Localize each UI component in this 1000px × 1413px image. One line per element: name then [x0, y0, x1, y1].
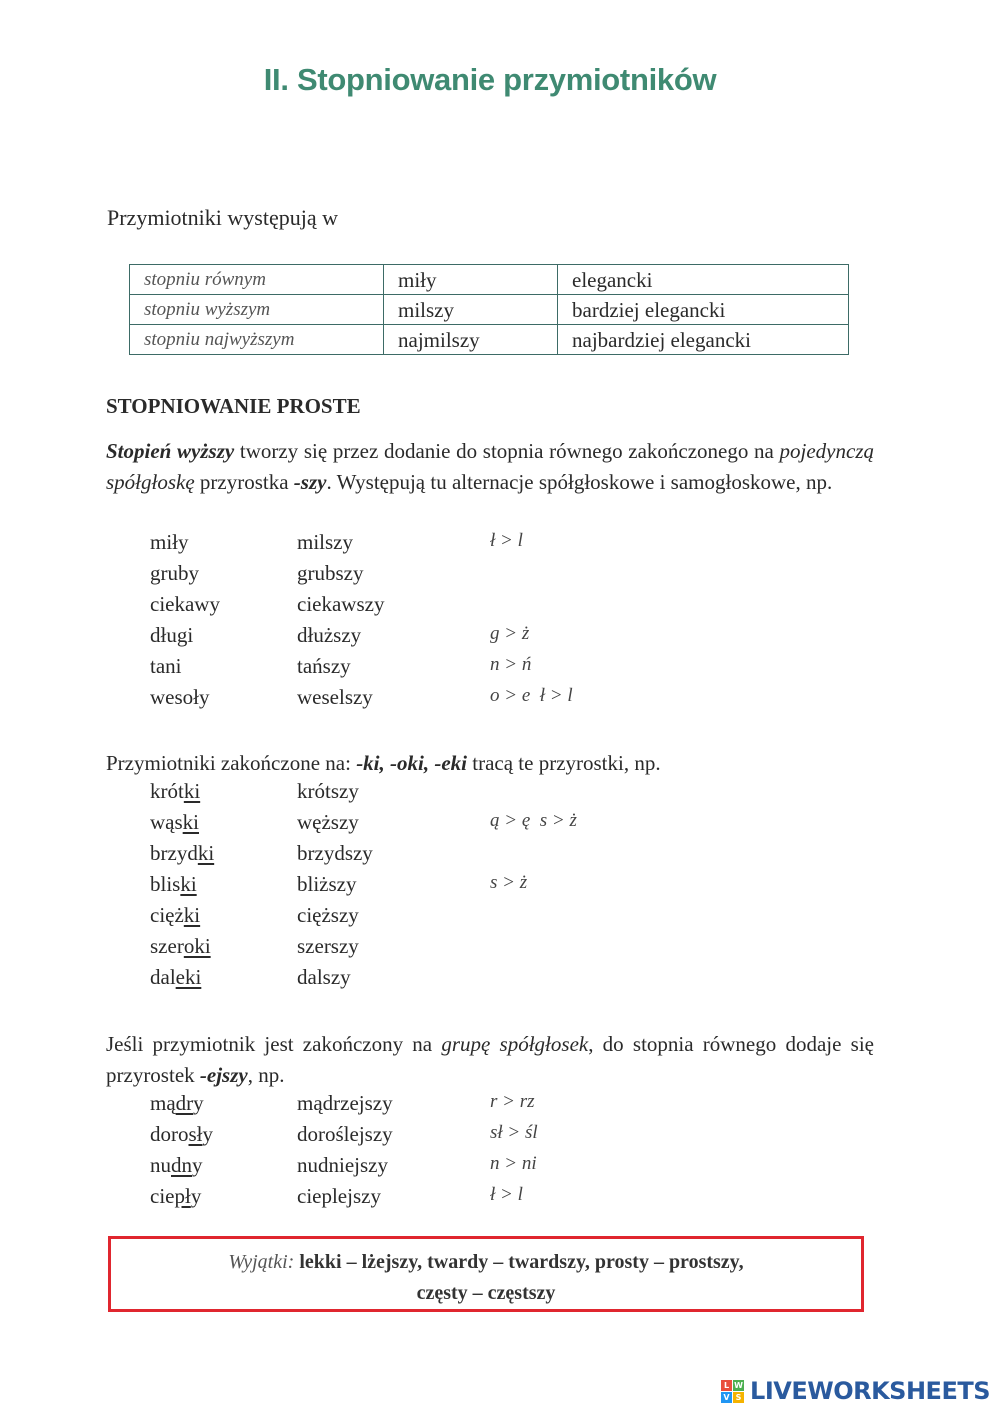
comparative-form: cięższy	[297, 903, 359, 927]
base-form: gruby	[150, 561, 199, 585]
paragraph-text: Jeśli przymiotnik jest zakończony na	[106, 1032, 442, 1056]
simple-cell: miły	[384, 265, 558, 295]
base-form: mądry	[150, 1091, 204, 1115]
alternation: sł > śl	[490, 1122, 538, 1143]
underlined-suffix: ki	[183, 779, 201, 803]
paragraph-text: tracą te przyrostki, np.	[467, 751, 661, 775]
term-consonant-group: grupę spółgłosek	[441, 1032, 589, 1056]
brand-name: LIVEWORKSHEETS	[750, 1377, 990, 1405]
degree-cell: stopniu wyższym	[130, 295, 384, 325]
table-row	[130, 295, 849, 325]
base-form: krótki	[150, 779, 201, 803]
underlined-suffix: oki	[183, 934, 211, 958]
logo-tile: W	[734, 1380, 743, 1390]
example-row	[0, 1184, 1000, 1215]
base-form: bliski	[150, 872, 197, 896]
base-form: miły	[150, 530, 189, 554]
alternation: ą > ę s > ż	[490, 810, 577, 831]
example-row	[0, 872, 1000, 903]
alternation: o > e ł > l	[490, 685, 573, 706]
base-form: nudny	[150, 1153, 203, 1177]
term-higher-degree: Stopień wyższy	[106, 439, 235, 463]
comparative-form: szerszy	[297, 934, 359, 958]
comparative-form: nudniejszy	[297, 1153, 388, 1177]
paragraph-text: Przymiotniki zakończone na:	[106, 751, 357, 775]
alternation: ł > l	[490, 1184, 523, 1205]
example-row	[0, 779, 1000, 810]
base-form: ciężki	[150, 903, 201, 927]
term-single-consonant: pojedynczą spółgłoskę	[106, 439, 875, 494]
exceptions-text: lekki – lżejszy, twardy – twardszy, prosty – prostszy,	[299, 1251, 744, 1273]
degrees-table	[129, 264, 849, 355]
comparative-form: doroślejszy	[297, 1122, 393, 1146]
example-row	[0, 623, 1000, 654]
example-row	[0, 561, 1000, 592]
underlined-suffix: eki	[175, 965, 202, 989]
degree-cell: stopniu najwyższym	[130, 325, 384, 355]
base-form: daleki	[150, 965, 202, 989]
logo-tile: L	[721, 1380, 732, 1391]
comparative-form: cieplejszy	[297, 1184, 381, 1208]
example-row	[0, 841, 1000, 872]
example-row	[0, 1122, 1000, 1153]
intro-text: Przymiotniki występują w	[107, 205, 338, 230]
complex-cell: elegancki	[558, 265, 849, 295]
alternation: ł > l	[490, 530, 523, 551]
table-row	[130, 325, 849, 355]
comparative-form: milszy	[297, 530, 353, 554]
paragraph-consonant-group	[106, 1029, 874, 1091]
exceptions-line-2: częsty – częstszy	[416, 1282, 556, 1304]
base-form: ciepły	[150, 1184, 202, 1208]
underlined-suffix: ki	[183, 903, 201, 927]
base-form: wąski	[150, 810, 200, 834]
alternation: s > ż	[490, 872, 528, 893]
underlined-suffix: ki	[197, 841, 215, 865]
alternation: g > ż	[490, 623, 530, 644]
comparative-form: dalszy	[297, 965, 351, 989]
alternation: n > ni	[490, 1153, 537, 1174]
logo-tile: V	[721, 1392, 732, 1403]
paragraph-ki-oki-eki	[106, 748, 874, 779]
simple-cell: najmilszy	[384, 325, 558, 355]
paragraph-text: przyrostka	[194, 470, 294, 494]
base-form: szeroki	[150, 934, 211, 958]
comparative-form: bliższy	[297, 872, 357, 896]
example-row	[0, 934, 1000, 965]
underlined-suffix: ki	[180, 872, 197, 896]
alternation: n > ń	[490, 654, 532, 675]
example-row	[0, 592, 1000, 623]
underlined-suffix: pł	[174, 1184, 191, 1208]
simple-cell: milszy	[384, 295, 558, 325]
base-form: dorosły	[150, 1122, 214, 1146]
paragraph-text: , np.	[247, 1063, 285, 1087]
underlined-suffix: ki	[182, 810, 200, 834]
example-row	[0, 903, 1000, 934]
base-form: tani	[150, 654, 182, 678]
comparative-form: tańszy	[297, 654, 351, 678]
base-form: ciekawy	[150, 592, 220, 616]
base-form: brzydki	[150, 841, 215, 865]
comparative-form: ciekawszy	[297, 592, 385, 616]
logo-tile: S	[733, 1392, 744, 1403]
paragraph-higher-degree	[106, 436, 874, 498]
example-row	[0, 1153, 1000, 1184]
underlined-suffix: sł	[188, 1122, 203, 1146]
suffix-szy: -szy	[293, 470, 327, 494]
comparative-form: krótszy	[297, 779, 359, 803]
example-row	[0, 965, 1000, 996]
comparative-form: brzydszy	[297, 841, 373, 865]
example-row	[0, 685, 1000, 716]
paragraph-text: , do stopnia równego dodaje się przyrostek	[106, 1032, 874, 1087]
example-row	[0, 530, 1000, 561]
suffix-list: -ki, -oki, -eki	[356, 751, 467, 775]
degree-cell: stopniu równym	[130, 265, 384, 295]
example-row	[0, 1091, 1000, 1122]
paragraph-text: tworzy się przez dodanie do stopnia równego zakończonego na	[234, 439, 780, 463]
liveworksheets-logo-icon	[721, 1380, 744, 1403]
liveworksheets-brand[interactable]	[721, 1377, 990, 1405]
comparative-form: mądrzejszy	[297, 1091, 393, 1115]
base-form: wesoły	[150, 685, 210, 709]
complex-cell: bardziej elegancki	[558, 295, 849, 325]
underlined-suffix: dn	[171, 1153, 192, 1177]
exceptions-line-1	[111, 1247, 861, 1278]
base-form: długi	[150, 623, 194, 647]
comparative-form: dłuższy	[297, 623, 362, 647]
comparative-form: weselszy	[297, 685, 373, 709]
page-title: II. Stopniowanie przymiotników	[263, 62, 717, 97]
example-row	[0, 654, 1000, 685]
comparative-form: grubszy	[297, 561, 364, 585]
table-row	[130, 265, 849, 295]
comparative-form: węższy	[297, 810, 359, 834]
paragraph-text: . Występują tu alternacje spółgłoskowe i samogłoskowe, np.	[326, 470, 833, 494]
example-row	[0, 810, 1000, 841]
section-heading: STOPNIOWANIE PROSTE	[106, 394, 361, 418]
suffix-ejszy: -ejszy	[199, 1063, 248, 1087]
complex-cell: najbardziej elegancki	[558, 325, 849, 355]
underlined-suffix: dr	[175, 1091, 194, 1115]
exceptions-box	[108, 1236, 864, 1312]
exceptions-label: Wyjątki:	[228, 1251, 295, 1273]
alternation: r > rz	[490, 1091, 535, 1112]
